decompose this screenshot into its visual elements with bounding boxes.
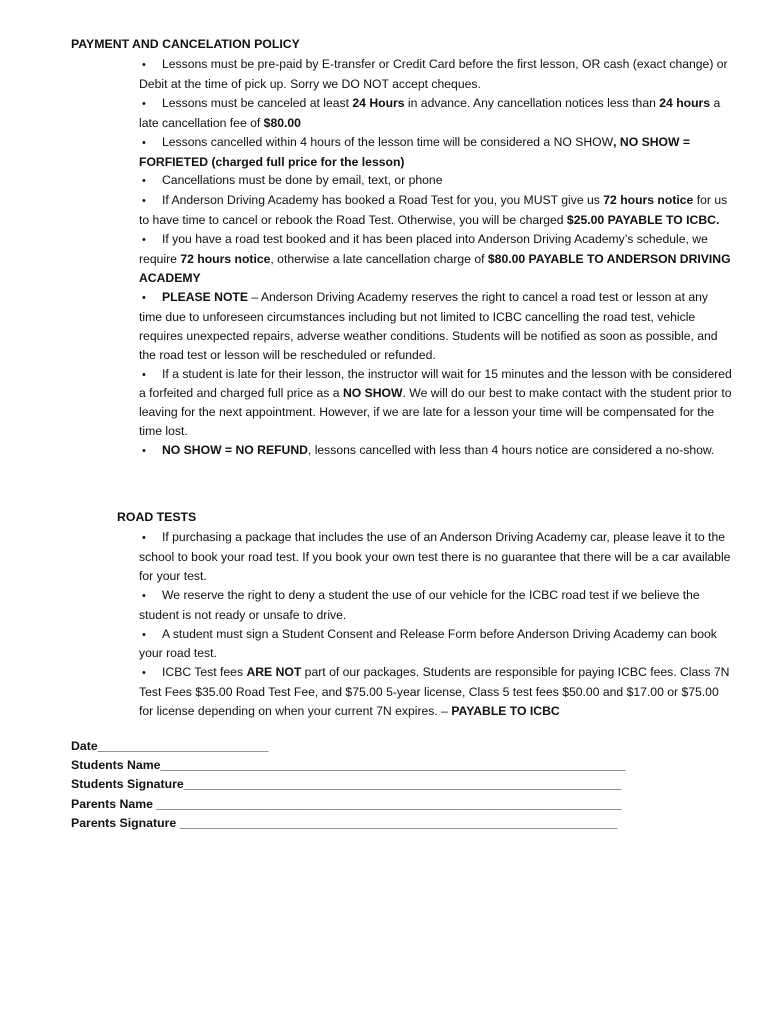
bold-text: PAYABLE TO ICBC xyxy=(451,704,560,719)
bold-text: 24 hours xyxy=(659,95,711,110)
list-item xyxy=(139,55,733,94)
text: If Anderson Driving Academy has booked a Road Test for you, you MUST give us xyxy=(162,193,604,208)
text: a late cancellation fee of xyxy=(139,95,721,130)
text: in advance. Any cancellation notices less than xyxy=(404,95,660,110)
text: . We will do our best to make contact with the student prior to leaving for the next appointment. However, if we are late for a lesson your time will be compensated for the time lost. xyxy=(139,386,732,439)
text: If purchasing a package that includes the use of an Anderson Driving Academy car, please leave it to the school to book your road test. If you book your own test there is no guarantee that there will be a car available for your test. xyxy=(139,530,731,583)
bold-text: $80.00 xyxy=(263,115,301,130)
bullet-icon xyxy=(139,94,162,114)
list-item xyxy=(139,663,733,721)
text: If you have a road test booked and it has been placed into Anderson Driving Academy’s schedule, we require xyxy=(139,232,708,267)
bullet-icon xyxy=(139,586,162,606)
bold-text: $80.00 PAYABLE TO ANDERSON DRIVING ACADEMY xyxy=(139,252,731,285)
list-item xyxy=(139,94,733,133)
list-item xyxy=(139,528,733,586)
bold-text: 24 Hours xyxy=(352,95,405,110)
bullet-icon xyxy=(139,441,162,461)
bullet-icon xyxy=(139,365,162,385)
list-item xyxy=(139,288,733,365)
signature-form xyxy=(71,737,626,833)
list-item xyxy=(139,133,733,172)
list-item xyxy=(139,365,733,442)
text: A student must sign a Student Consent and Release Form before Anderson Driving Academy can book your road test. xyxy=(139,626,717,661)
payment-policy-title: PAYMENT AND CANCELATION POLICY xyxy=(71,37,300,51)
list-item xyxy=(139,586,733,625)
bullet-icon xyxy=(139,133,162,153)
bold-text: $25.00 PAYABLE TO ICBC. xyxy=(566,213,720,228)
bold-text: , NO SHOW = FORFIETED (charged full price for the lesson) xyxy=(139,134,691,169)
list-item xyxy=(139,230,733,288)
bullet-icon xyxy=(139,528,162,548)
date-field[interactable]: Date_________________________ xyxy=(71,739,269,753)
bold-text: ARE NOT xyxy=(246,665,302,680)
text: Lessons must be canceled at least xyxy=(162,95,353,110)
text: for us to have time to cancel or rebook the Road Test. Otherwise, you will be charged xyxy=(139,193,728,228)
text: , lessons cancelled with less than 4 hours notice are considered a no-show. xyxy=(307,443,715,458)
text: – Anderson Driving Academy reserves the right to cancel a road test or lesson at any time due to unforeseen circumstances including but not limited to ICBC cancelling the road test, vehicle requires unexpected repairs, adverse weather conditions. Students will be notified as soon as possible, and the road test or lesson will be rescheduled or refunded. xyxy=(139,289,718,362)
text: Cancellations must be done by email, text, or phone xyxy=(162,173,443,188)
students-signature-field[interactable]: Students Signature________________________________________________________________ xyxy=(71,777,622,792)
bullet-icon xyxy=(139,230,162,250)
text: We reserve the right to deny a student the use of our vehicle for the ICBC road test if we believe the student is not ready or unsafe to drive. xyxy=(139,587,700,622)
bullet-icon xyxy=(139,288,162,308)
bullet-icon xyxy=(139,625,162,645)
bold-text: 72 hours notice xyxy=(180,252,271,267)
bold-text: NO SHOW = NO REFUND xyxy=(162,443,308,458)
parents-signature-field[interactable]: Parents Signature ________________________________________________________________ xyxy=(71,815,618,830)
list-item xyxy=(139,171,733,191)
list-item xyxy=(139,441,733,461)
bullet-icon xyxy=(139,663,162,683)
bullet-icon xyxy=(139,191,162,211)
bold-text: NO SHOW xyxy=(342,386,403,401)
text: Lessons cancelled within 4 hours of the lesson time will be considered a NO SHOW xyxy=(162,134,614,149)
bold-text: PLEASE NOTE xyxy=(162,289,249,304)
payment-policy-list xyxy=(139,55,733,461)
text: ICBC Test fees xyxy=(162,665,247,680)
road-tests-title: ROAD TESTS xyxy=(117,510,197,524)
students-name-field[interactable]: Students Name____________________________________________________________________ xyxy=(71,758,626,773)
list-item xyxy=(139,625,733,664)
bold-text: 72 hours notice xyxy=(603,193,694,208)
parents-name-field[interactable]: Parents Name ____________________________________________________________________ xyxy=(71,796,622,811)
bullet-icon xyxy=(139,171,162,191)
list-item xyxy=(139,191,733,230)
bullet-icon xyxy=(139,55,162,75)
text: part of our packages. Students are responsible for paying ICBC fees. Class 7N Test Fees $35.00 Road Test Fee, and $75.00 5-year license, Class 5 test fees $50.00 and $17.00 or $75.00 for license depending on when your current 7N expires. – xyxy=(139,665,730,719)
text: , otherwise a late cancellation charge of xyxy=(270,252,488,267)
text: If a student is late for their lesson, the instructor will wait for 15 minutes and the lesson with be considered a forfeited and charged full price as a xyxy=(139,366,732,401)
road-tests-list xyxy=(139,528,733,721)
text: Lessons must be pre-paid by E-transfer or Credit Card before the first lesson, OR cash (exact change) or Debit at the time of pick up. Sorry we DO NOT accept cheques. xyxy=(139,57,728,91)
